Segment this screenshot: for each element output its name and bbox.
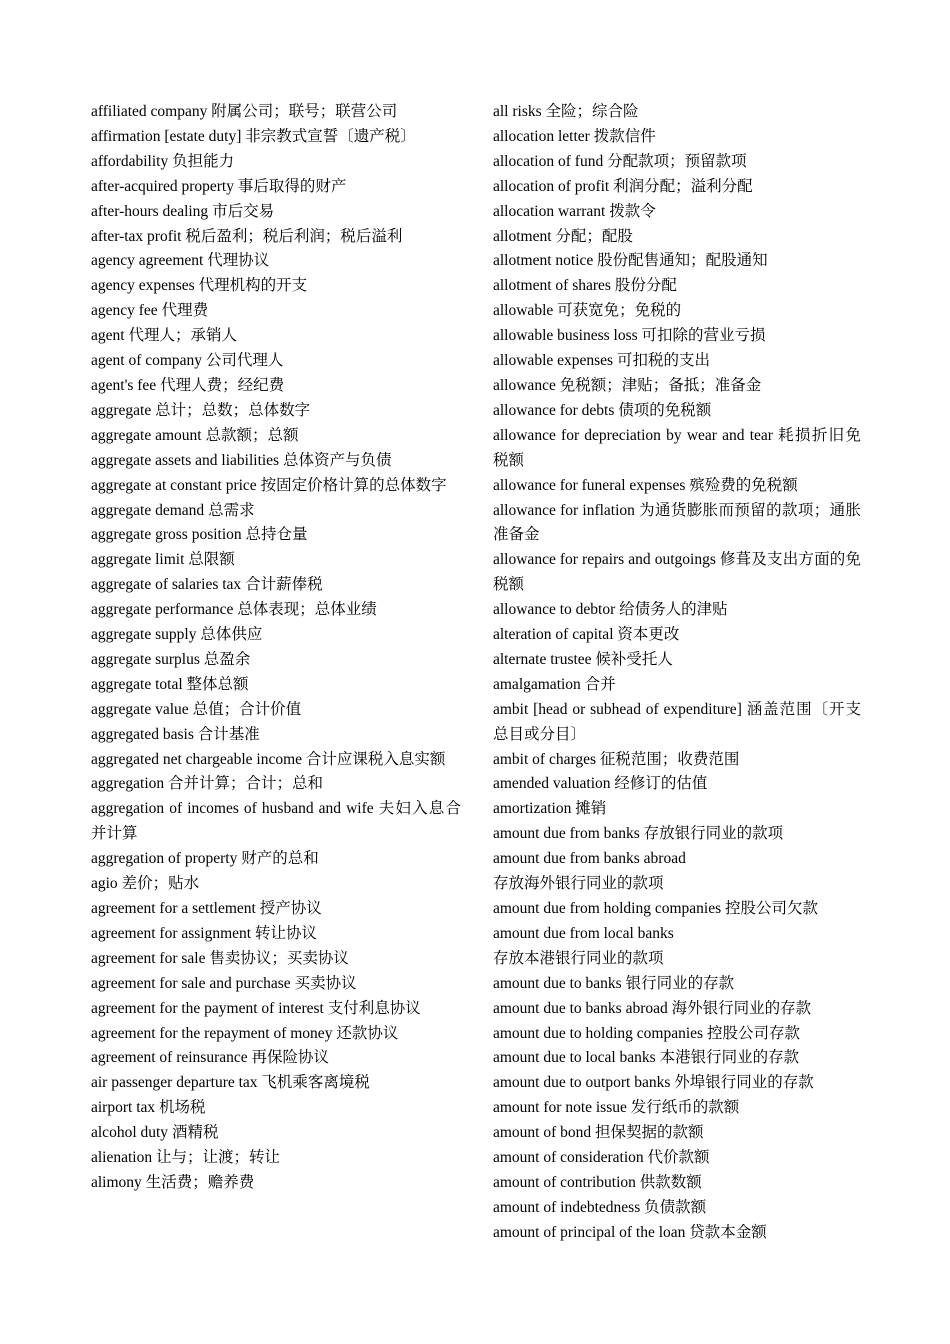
glossary-entry xyxy=(493,424,861,474)
glossary-term: aggregate assets and liabilities xyxy=(91,451,280,469)
glossary-translation: 全险；综合险 xyxy=(545,103,639,120)
glossary-entry xyxy=(91,499,461,524)
glossary-term: allocation letter xyxy=(493,127,590,145)
glossary-translation: 利润分配；溢利分配 xyxy=(613,177,753,195)
glossary-translation: 负担能力 xyxy=(172,152,235,170)
glossary-entry xyxy=(493,349,861,374)
glossary-term: allowance for repairs and outgoings xyxy=(493,551,716,569)
glossary-term: amount due from banks abroad xyxy=(493,850,686,868)
glossary-term: agreement for sale and purchase xyxy=(91,974,291,992)
glossary-translation: 总计；总数；总体数字 xyxy=(155,401,311,419)
glossary-entry xyxy=(493,847,861,872)
glossary-term: amount due to holding companies xyxy=(493,1024,704,1042)
glossary-translation: 总体表现；总体业绩 xyxy=(237,601,377,619)
glossary-term: affiliated company xyxy=(91,103,208,120)
glossary-translation: 海外银行同业的存款 xyxy=(671,999,812,1017)
glossary-entry xyxy=(91,872,461,897)
glossary-entry xyxy=(493,499,861,549)
glossary-translation: 担保契据的款额 xyxy=(595,1124,704,1142)
glossary-entry xyxy=(493,125,861,150)
glossary-entry xyxy=(91,623,461,648)
glossary-translation: 让与；让渡；转让 xyxy=(156,1149,281,1167)
glossary-term: alimony xyxy=(91,1173,142,1191)
glossary-term: after-hours dealing xyxy=(91,202,209,220)
glossary-term: amalgamation xyxy=(493,675,581,693)
glossary-term: allowance for debts xyxy=(493,401,615,419)
glossary-translation: 代理人；承销人 xyxy=(128,327,237,345)
glossary-entry xyxy=(493,922,861,947)
glossary-translation: 控股公司存款 xyxy=(706,1024,800,1042)
glossary-entry xyxy=(91,1096,461,1121)
glossary-entry xyxy=(91,922,461,947)
glossary-translation: 为通货膨胀而预留的款项；通胀准备金 xyxy=(493,501,861,544)
glossary-term: ambit of charges xyxy=(493,750,597,768)
glossary-entry xyxy=(91,897,461,922)
glossary-entry xyxy=(493,1171,861,1196)
glossary-entry xyxy=(91,673,461,698)
glossary-translation: 存放银行同业的款项 xyxy=(643,825,784,843)
glossary-translation: 总持仓量 xyxy=(245,526,308,544)
glossary-entry xyxy=(91,797,461,847)
glossary-translation: 可扣税的支出 xyxy=(616,352,710,370)
glossary-term: aggregate of salaries tax xyxy=(91,576,242,594)
glossary-term: amount due to banks xyxy=(493,974,622,992)
glossary-entry xyxy=(493,1071,861,1096)
glossary-entry xyxy=(493,474,861,499)
glossary-term: aggregated basis xyxy=(91,725,194,743)
glossary-entry xyxy=(91,200,461,225)
glossary-term: aggregation of property xyxy=(91,850,238,868)
glossary-translation: 代理人费；经纪费 xyxy=(160,376,285,394)
glossary-column-left xyxy=(91,100,461,1196)
glossary-term: affordability xyxy=(91,152,169,170)
glossary-entry xyxy=(493,324,861,349)
glossary-translation: 代理费 xyxy=(161,302,209,320)
glossary-term: after-tax profit xyxy=(91,227,182,245)
glossary-term: alcohol duty xyxy=(91,1124,169,1142)
glossary-translation: 酒精税 xyxy=(171,1124,219,1142)
glossary-translation: 支付利息协议 xyxy=(327,999,421,1017)
glossary-term: alienation xyxy=(91,1149,153,1167)
glossary-entry xyxy=(493,997,861,1022)
glossary-term: agent xyxy=(91,327,125,345)
glossary-translation: 经修订的估值 xyxy=(614,775,708,793)
glossary-term: affirmation [estate duty] xyxy=(91,127,242,145)
glossary-entry xyxy=(91,1022,461,1047)
glossary-translation: 外埠银行同业的存款 xyxy=(674,1074,814,1092)
glossary-term: allocation warrant xyxy=(493,202,606,220)
glossary-entry xyxy=(91,523,461,548)
glossary-translation: 总需求 xyxy=(208,501,255,519)
glossary-term: alteration of capital xyxy=(493,626,614,644)
glossary-translation: 夫妇入息合并计算 xyxy=(91,800,461,843)
glossary-translation: 股份配售通知；配股通知 xyxy=(597,252,768,270)
glossary-term: agency expenses xyxy=(91,277,195,295)
glossary-entry xyxy=(91,299,461,324)
glossary-term: agreement for a settlement xyxy=(91,900,256,917)
glossary-translation: 存放本港银行同业的款项 xyxy=(493,949,664,967)
glossary-term: amount due to local banks xyxy=(493,1049,656,1067)
glossary-entry xyxy=(493,1221,861,1246)
glossary-term: amount of contribution xyxy=(493,1173,636,1191)
glossary-entry xyxy=(493,947,861,972)
glossary-term: agreement for assignment xyxy=(91,924,252,942)
glossary-term: amount of principal of the loan xyxy=(493,1223,686,1241)
glossary-translation: 按固定价格计算的总体数字 xyxy=(260,476,447,494)
glossary-entry xyxy=(493,872,861,897)
glossary-entry xyxy=(493,150,861,175)
glossary-translation: 贷款本金额 xyxy=(689,1223,767,1241)
glossary-entry xyxy=(91,698,461,723)
glossary-translation: 合计应课税入息实额 xyxy=(305,750,446,768)
glossary-translation: 合计基准 xyxy=(197,725,260,743)
glossary-translation: 还款协议 xyxy=(336,1024,399,1042)
glossary-translation: 发行纸币的款额 xyxy=(630,1099,740,1117)
glossary-entry xyxy=(493,698,861,748)
glossary-entry xyxy=(91,1071,461,1096)
glossary-term: amended valuation xyxy=(493,775,611,793)
glossary-entry xyxy=(493,797,861,822)
glossary-translation: 飞机乘客离境税 xyxy=(261,1074,370,1092)
glossary-translation: 殡殓费的免税额 xyxy=(689,476,798,494)
glossary-term: amount of consideration xyxy=(493,1149,644,1167)
glossary-entry xyxy=(91,349,461,374)
glossary-term: allotment of shares xyxy=(493,277,611,295)
glossary-entry xyxy=(91,399,461,424)
glossary-term: agent of company xyxy=(91,352,203,370)
glossary-entry xyxy=(91,1171,461,1196)
glossary-term: allocation of profit xyxy=(493,177,610,195)
glossary-translation: 资本更改 xyxy=(617,626,680,644)
glossary-translation: 机场税 xyxy=(159,1099,206,1117)
glossary-translation: 修葺及支出方面的免税额 xyxy=(493,551,862,594)
glossary-translation: 公司代理人 xyxy=(205,352,284,370)
glossary-translation: 征税范围；收费范围 xyxy=(599,750,740,768)
glossary-entry xyxy=(91,748,461,773)
glossary-term: allotment xyxy=(493,227,552,245)
glossary-entry xyxy=(493,374,861,399)
glossary-translation: 税后盈利；税后利润；税后溢利 xyxy=(185,227,403,245)
glossary-term: alternate trustee xyxy=(493,650,592,668)
glossary-entry xyxy=(493,1046,861,1071)
glossary-translation: 控股公司欠款 xyxy=(725,900,819,917)
glossary-entry xyxy=(91,225,461,250)
glossary-term: allowance for funeral expenses xyxy=(493,476,686,494)
glossary-term: agreement for sale xyxy=(91,949,206,967)
glossary-term: aggregate surplus xyxy=(91,650,200,668)
glossary-entry xyxy=(91,374,461,399)
glossary-term: airport tax xyxy=(91,1099,156,1117)
glossary-column-right xyxy=(493,100,861,1246)
glossary-entry xyxy=(493,972,861,997)
glossary-term: all risks xyxy=(493,103,542,120)
glossary-translation: 银行同业的存款 xyxy=(625,974,735,992)
glossary-term: amount of bond xyxy=(493,1124,592,1142)
glossary-term: aggregate amount xyxy=(91,426,202,444)
glossary-translation: 可获宽免；免税的 xyxy=(557,302,682,320)
glossary-translation: 差价；贴水 xyxy=(121,875,200,893)
glossary-term: air passenger departure tax xyxy=(91,1074,258,1092)
glossary-entry xyxy=(91,150,461,175)
glossary-term: amount for note issue xyxy=(493,1099,627,1117)
glossary-entry xyxy=(91,997,461,1022)
glossary-entry xyxy=(91,125,461,150)
glossary-entry xyxy=(493,673,861,698)
glossary-term: aggregate demand xyxy=(91,501,205,519)
glossary-translation: 总限额 xyxy=(188,551,235,569)
glossary-term: amount due from local banks xyxy=(493,924,674,942)
glossary-term: agreement for the payment of interest xyxy=(91,999,324,1017)
glossary-entry xyxy=(91,772,461,797)
glossary-entry xyxy=(493,548,861,598)
glossary-translation: 合计薪俸税 xyxy=(245,576,323,594)
glossary-entry xyxy=(493,1196,861,1221)
glossary-translation: 分配款项；预留款项 xyxy=(607,152,747,170)
glossary-translation: 总体资产与负债 xyxy=(282,451,392,469)
glossary-term: amount due to outport banks xyxy=(493,1074,671,1092)
glossary-translation: 债项的免税额 xyxy=(618,401,712,419)
glossary-entry xyxy=(91,648,461,673)
glossary-translation: 财产的总和 xyxy=(241,850,319,868)
glossary-term: allowance to debtor xyxy=(493,601,616,619)
glossary-entry xyxy=(493,175,861,200)
glossary-entry xyxy=(493,274,861,299)
glossary-translation: 免税额；津贴；备抵；准备金 xyxy=(559,376,762,394)
glossary-term: aggregate xyxy=(91,401,152,419)
glossary-translation: 总值；合计价值 xyxy=(192,700,302,718)
glossary-translation: 售卖协议；买卖协议 xyxy=(209,949,349,967)
glossary-term: aggregate performance xyxy=(91,601,234,619)
glossary-term: aggregation of incomes of husband and wife xyxy=(91,800,374,818)
glossary-entry xyxy=(91,324,461,349)
glossary-entry xyxy=(91,598,461,623)
glossary-term: allowable expenses xyxy=(493,352,614,370)
glossary-entry xyxy=(493,648,861,673)
glossary-entry xyxy=(91,100,461,125)
glossary-entry xyxy=(493,822,861,847)
glossary-translation: 股份分配 xyxy=(614,277,677,295)
glossary-term: aggregate value xyxy=(91,700,189,718)
glossary-term: agreement for the repayment of money xyxy=(91,1024,333,1042)
glossary-entry xyxy=(493,623,861,648)
glossary-translation: 整体总额 xyxy=(186,675,249,693)
glossary-entry xyxy=(493,748,861,773)
glossary-entry xyxy=(91,274,461,299)
glossary-term: agio xyxy=(91,875,118,893)
glossary-translation: 非宗教式宣誓〔遗产税〕 xyxy=(245,127,416,145)
glossary-entry xyxy=(493,1022,861,1047)
glossary-translation: 供款数额 xyxy=(639,1173,702,1191)
glossary-translation: 摊销 xyxy=(575,800,607,818)
glossary-translation: 附属公司；联号；联营公司 xyxy=(211,103,398,120)
glossary-term: after-acquired property xyxy=(91,177,234,195)
glossary-translation: 拨款信件 xyxy=(593,127,656,145)
glossary-entry xyxy=(91,972,461,997)
glossary-entry xyxy=(493,399,861,424)
glossary-entry xyxy=(91,449,461,474)
glossary-entry xyxy=(91,548,461,573)
glossary-term: amount due from banks xyxy=(493,825,640,843)
glossary-translation: 代理机构的开支 xyxy=(198,277,308,295)
glossary-translation: 分配；配股 xyxy=(555,227,633,245)
glossary-translation: 合并 xyxy=(584,675,616,693)
glossary-entry xyxy=(91,249,461,274)
glossary-term: aggregate total xyxy=(91,675,183,693)
glossary-entry xyxy=(493,299,861,324)
glossary-term: agent's fee xyxy=(91,376,157,394)
glossary-term: aggregate gross position xyxy=(91,526,242,544)
glossary-entry xyxy=(493,1146,861,1171)
glossary-translation: 给债务人的津贴 xyxy=(619,601,728,619)
glossary-entry xyxy=(91,424,461,449)
glossary-entry xyxy=(493,225,861,250)
glossary-term: agreement of reinsurance xyxy=(91,1049,248,1067)
glossary-entry xyxy=(493,100,861,125)
glossary-term: agency agreement xyxy=(91,252,204,270)
glossary-term: amount due from holding companies xyxy=(493,900,722,917)
glossary-term: allowance for inflation xyxy=(493,501,635,519)
glossary-term: amount due to banks abroad xyxy=(493,999,668,1017)
glossary-translation: 生活费；赡养费 xyxy=(145,1173,255,1191)
glossary-term: allowable xyxy=(493,302,554,320)
glossary-translation: 存放海外银行同业的款项 xyxy=(493,875,664,893)
glossary-term: allowable business loss xyxy=(493,327,638,345)
glossary-entry xyxy=(493,1121,861,1146)
glossary-term: aggregate at constant price xyxy=(91,476,257,494)
glossary-entry xyxy=(91,847,461,872)
glossary-translation: 合并计算；合计；总和 xyxy=(168,775,324,793)
glossary-translation: 买卖协议 xyxy=(294,974,357,992)
glossary-term: allowance for depreciation by wear and tear xyxy=(493,426,773,444)
glossary-translation: 本港银行同业的存款 xyxy=(659,1049,800,1067)
glossary-entry xyxy=(493,249,861,274)
glossary-entry xyxy=(91,573,461,598)
glossary-term: allotment notice xyxy=(493,252,594,270)
glossary-translation: 事后取得的财产 xyxy=(237,177,347,195)
glossary-entry xyxy=(493,1096,861,1121)
glossary-entry xyxy=(493,772,861,797)
glossary-translation: 代价款额 xyxy=(647,1149,710,1167)
glossary-entry xyxy=(91,723,461,748)
glossary-term: agency fee xyxy=(91,302,158,320)
glossary-translation: 总体供应 xyxy=(200,626,263,644)
glossary-entry xyxy=(493,598,861,623)
glossary-term: ambit [head or subhead of expenditure] xyxy=(493,700,742,718)
glossary-translation: 授产协议 xyxy=(259,900,322,917)
glossary-entry xyxy=(91,474,461,499)
glossary-term: allowance xyxy=(493,376,556,394)
glossary-entry xyxy=(91,947,461,972)
glossary-term: aggregated net chargeable income xyxy=(91,750,303,768)
glossary-translation: 代理协议 xyxy=(207,252,270,270)
glossary-term: aggregate supply xyxy=(91,626,197,644)
glossary-translation: 拨款令 xyxy=(609,202,656,220)
glossary-translation: 可扣除的营业亏损 xyxy=(641,327,766,345)
glossary-entry xyxy=(91,1121,461,1146)
glossary-translation: 负债款额 xyxy=(644,1198,707,1216)
glossary-translation: 再保险协议 xyxy=(251,1049,330,1067)
glossary-translation: 耗损折旧免税额 xyxy=(493,426,861,469)
glossary-translation: 候补受托人 xyxy=(595,650,673,668)
glossary-entry xyxy=(493,897,861,922)
glossary-term: amortization xyxy=(493,800,572,818)
glossary-translation: 市后交易 xyxy=(212,202,275,220)
glossary-entry xyxy=(91,1146,461,1171)
glossary-entry xyxy=(91,1046,461,1071)
glossary-translation: 涵盖范围〔开支总目或分目〕 xyxy=(493,700,861,743)
glossary-term: amount of indebtedness xyxy=(493,1198,641,1216)
glossary-translation: 总盈余 xyxy=(203,650,251,668)
glossary-translation: 转让协议 xyxy=(254,924,317,942)
glossary-translation: 总款额；总额 xyxy=(205,426,299,444)
glossary-term: allocation of fund xyxy=(493,152,604,170)
glossary-entry xyxy=(493,200,861,225)
glossary-entry xyxy=(91,175,461,200)
glossary-term: aggregation xyxy=(91,775,165,793)
glossary-term: aggregate limit xyxy=(91,551,185,569)
